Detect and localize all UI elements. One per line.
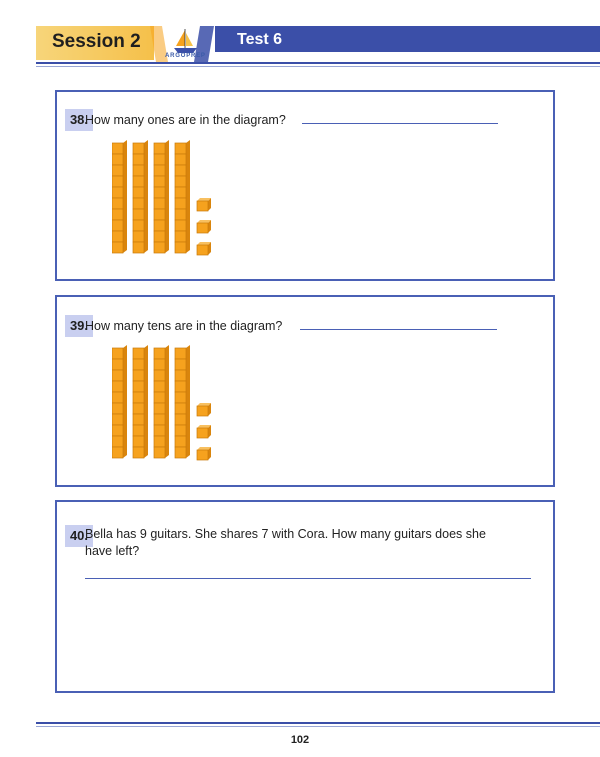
question-text: How many tens are in the diagram? — [85, 319, 283, 333]
footer-divider — [36, 722, 600, 724]
tens-rod — [154, 345, 169, 458]
ones-cube — [197, 220, 211, 233]
question-text: How many ones are in the diagram? — [85, 113, 286, 127]
tens-rod — [175, 140, 190, 253]
test-label: Test 6 — [237, 31, 283, 48]
question-number: 39. — [65, 315, 93, 337]
base-ten-diagram — [112, 345, 232, 463]
answer-line[interactable] — [302, 123, 498, 124]
tens-rod — [154, 140, 169, 253]
tens-rod — [175, 345, 190, 458]
header-divider-thin — [36, 66, 600, 67]
question-39-box — [55, 295, 555, 487]
question-number: 40. — [65, 525, 93, 547]
question-number: 38. — [65, 109, 93, 131]
tens-rod — [112, 140, 127, 253]
question-40-box — [55, 500, 555, 693]
page-number: 102 — [290, 734, 310, 746]
question-text: Bella has 9 guitars. She shares 7 with Cora. How many guitars does she have left? — [85, 527, 486, 558]
ones-cube — [197, 403, 211, 416]
page-header — [0, 0, 600, 70]
ones-cube — [197, 242, 211, 255]
ones-cube — [197, 447, 211, 460]
logo-text: ARGOPREP — [165, 53, 206, 59]
tens-rod — [133, 345, 148, 458]
answer-line[interactable] — [85, 578, 531, 579]
tens-rod — [112, 345, 127, 458]
footer-divider-thin — [36, 726, 600, 727]
ones-cube — [197, 198, 211, 211]
session-label: Session 2 — [52, 31, 141, 52]
base-ten-diagram — [112, 140, 232, 258]
ones-cube — [197, 425, 211, 438]
tens-rod — [133, 140, 148, 253]
answer-line[interactable] — [300, 329, 497, 330]
question-38-box — [55, 90, 555, 281]
header-divider — [36, 62, 600, 64]
